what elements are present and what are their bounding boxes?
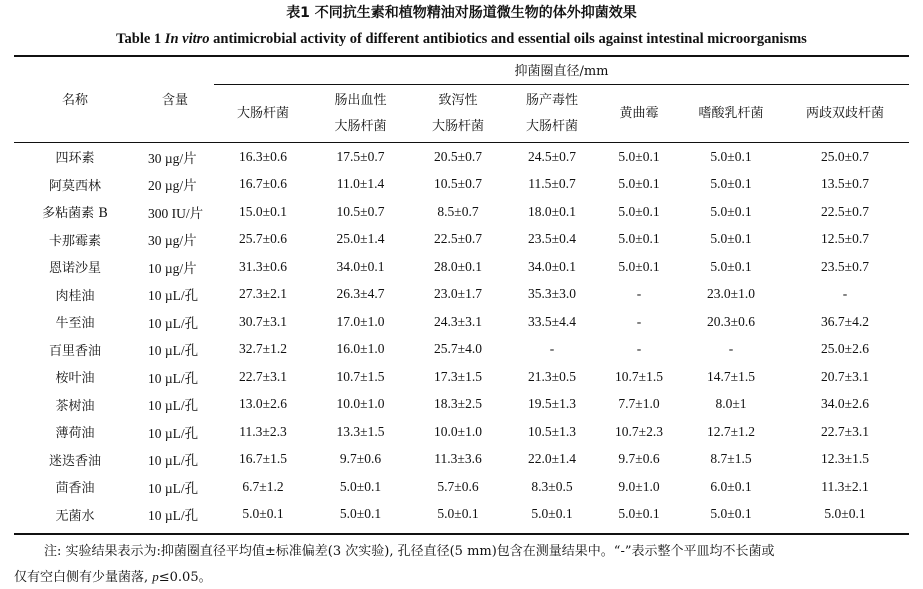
- table-caption-chinese: 表1 不同抗生素和植物精油对肠道微生物的体外抑菌效果: [286, 5, 637, 21]
- cell-value: 20.7±3.1: [821, 368, 869, 384]
- cell-value: -: [636, 286, 642, 302]
- data-table: [14, 143, 909, 528]
- header-organism-line1: 两歧双歧杆菌: [805, 106, 884, 121]
- header-organism-aspergillus: [597, 105, 681, 123]
- cell-value: 10.7±1.5: [336, 368, 385, 384]
- row-name: 茶树油: [55, 398, 95, 414]
- table-row: [14, 143, 909, 171]
- row-dose: 30 µg/片: [148, 150, 197, 166]
- table-row: [14, 281, 909, 309]
- header-organism-line1: 大肠杆菌: [236, 106, 289, 121]
- header-name: 名称: [61, 93, 88, 108]
- cell-value: 32.7±1.2: [239, 341, 287, 357]
- row-dose: 10 µL/孔: [148, 508, 199, 524]
- cell-value: 11.0±1.4: [336, 176, 385, 192]
- table-row: [14, 391, 909, 419]
- cell-value: -: [636, 313, 642, 329]
- table-row: [14, 501, 909, 529]
- cell-value: 28.0±0.1: [434, 258, 482, 274]
- cell-value: 25.0±0.7: [821, 148, 869, 164]
- cell-value: 23.0±1.0: [707, 286, 755, 302]
- row-dose: 10 µL/孔: [148, 480, 199, 496]
- cell-value: -: [728, 341, 734, 357]
- caption-en-italic: In vitro: [164, 31, 210, 47]
- row-dose: 30 µg/片: [148, 233, 197, 249]
- cell-value: 21.3±0.5: [528, 368, 576, 384]
- cell-value: 17.5±0.7: [336, 148, 385, 164]
- cell-value: 20.3±0.6: [707, 313, 755, 329]
- cell-value: 12.7±1.2: [707, 423, 755, 439]
- row-dose: 300 IU/片: [148, 205, 204, 221]
- cell-value: 5.0±0.1: [710, 231, 752, 247]
- cell-value: 22.7±3.1: [821, 423, 869, 439]
- header-organism-line1: 黄曲霉: [619, 106, 659, 121]
- cell-value: 22.5±0.7: [434, 231, 482, 247]
- cell-value: 30.7±3.1: [239, 313, 287, 329]
- cell-value: 5.0±0.1: [710, 506, 752, 522]
- cell-value: 23.5±0.7: [821, 258, 869, 274]
- cell-value: 17.0±1.0: [336, 313, 385, 329]
- row-name: 无菌水: [55, 508, 95, 524]
- row-dose: 10 µL/孔: [148, 288, 199, 304]
- row-name: 四环素: [55, 151, 95, 167]
- cell-value: 5.0±0.1: [339, 478, 382, 494]
- header-organism-line1: 肠出血性: [334, 93, 387, 108]
- cell-value: 9.0±1.0: [618, 478, 660, 494]
- cell-value: 25.0±2.6: [821, 341, 869, 357]
- table-bottom-rule: [14, 533, 909, 535]
- cell-value: 34.0±0.1: [528, 258, 576, 274]
- table-row: [14, 226, 909, 254]
- row-dose: 20 µg/片: [148, 178, 197, 194]
- cell-value: 16.7±1.5: [239, 451, 287, 467]
- cell-value: 11.5±0.7: [528, 176, 576, 192]
- cell-value: 12.3±1.5: [821, 451, 869, 467]
- cell-value: 10.7±1.5: [615, 368, 663, 384]
- cell-value: 31.3±0.6: [239, 258, 287, 274]
- cell-value: 5.0±0.1: [824, 506, 866, 522]
- cell-value: 5.0±0.1: [242, 506, 284, 522]
- row-name: 牛至油: [55, 316, 95, 332]
- group-header-rule: [214, 84, 909, 85]
- cell-value: 23.0±1.7: [434, 286, 482, 302]
- cell-value: 16.3±0.6: [239, 148, 287, 164]
- cell-value: 18.3±2.5: [434, 396, 482, 412]
- cell-value: 24.5±0.7: [528, 148, 576, 164]
- header-organism-bifidobacterium: [781, 105, 909, 123]
- header-organism-line2: 大肠杆菌: [431, 119, 484, 134]
- row-name: 茴香油: [55, 481, 95, 497]
- cell-value: 22.7±3.1: [239, 368, 287, 384]
- cell-value: 36.7±4.2: [821, 313, 869, 329]
- cell-value: 16.7±0.6: [239, 176, 287, 192]
- table-row: [14, 418, 909, 446]
- cell-value: 15.0±0.1: [239, 203, 287, 219]
- row-dose: 10 µL/孔: [148, 315, 199, 331]
- table-row: [14, 473, 909, 501]
- cell-value: 7.7±1.0: [618, 396, 660, 412]
- footnote-p-symbol: p: [152, 569, 159, 584]
- cell-value: 11.3±2.3: [239, 423, 287, 439]
- cell-value: 35.3±3.0: [528, 286, 576, 302]
- table-top-rule: [14, 55, 909, 57]
- cell-value: 5.0±0.1: [618, 176, 660, 192]
- row-name: 肉桂油: [55, 288, 95, 304]
- cell-value: 10.5±0.7: [434, 176, 482, 192]
- caption-en-prefix: Table 1: [116, 31, 165, 47]
- cell-value: 25.7±0.6: [239, 231, 287, 247]
- header-organism-diarrheagenic: [409, 92, 507, 136]
- row-dose: 10 µL/孔: [148, 398, 199, 414]
- footnote-text: 仅有空白侧有少量菌落,: [14, 570, 153, 585]
- cell-value: 5.0±0.1: [618, 258, 660, 274]
- cell-value: 34.0±0.1: [336, 258, 385, 274]
- header-organism-ehec: [312, 92, 409, 136]
- cell-value: 5.0±0.1: [618, 231, 660, 247]
- cell-value: 5.0±0.1: [618, 203, 660, 219]
- cell-value: 12.5±0.7: [821, 231, 869, 247]
- cell-value: 5.0±0.1: [339, 506, 382, 522]
- header-organism-e-coli: [214, 105, 312, 123]
- cell-value: 13.3±1.5: [336, 423, 385, 439]
- row-name: 恩诺沙星: [48, 261, 101, 277]
- cell-value: -: [549, 341, 555, 357]
- cell-value: 16.0±1.0: [336, 341, 385, 357]
- row-name: 卡那霉素: [48, 233, 101, 249]
- cell-value: 26.3±4.7: [336, 286, 385, 302]
- header-dose: 含量: [161, 93, 188, 108]
- cell-value: 8.7±1.5: [710, 451, 752, 467]
- header-organism-line2: 大肠杆菌: [334, 119, 387, 134]
- row-dose: 10 µL/孔: [148, 425, 199, 441]
- cell-value: 33.5±4.4: [528, 313, 576, 329]
- table-footnote-line2: [14, 568, 919, 587]
- row-dose: 10 µL/孔: [148, 343, 199, 359]
- cell-value: 10.0±1.0: [336, 396, 385, 412]
- cell-value: 10.0±1.0: [434, 423, 482, 439]
- cell-value: 18.0±0.1: [528, 203, 576, 219]
- table-row: [14, 308, 909, 336]
- cell-value: 8.3±0.5: [531, 478, 573, 494]
- header-organism-line1: 嗜酸乳杆菌: [698, 106, 764, 121]
- header-group-inhibition: 抑菌圈直径/mm: [514, 64, 609, 79]
- row-dose: 10 µg/片: [148, 260, 197, 276]
- cell-value: 6.0±0.1: [710, 478, 752, 494]
- cell-value: 13.0±2.6: [239, 396, 287, 412]
- cell-value: 5.0±0.1: [437, 506, 479, 522]
- cell-value: 5.0±0.1: [710, 258, 752, 274]
- table-row: [14, 171, 909, 199]
- row-name: 迷迭香油: [48, 453, 101, 469]
- cell-value: 25.0±1.4: [336, 231, 385, 247]
- table-caption-english: [0, 30, 923, 48]
- cell-value: 23.5±0.4: [528, 231, 576, 247]
- cell-value: 22.0±1.4: [528, 451, 576, 467]
- cell-value: 5.0±0.1: [531, 506, 573, 522]
- cell-value: 5.0±0.1: [710, 148, 752, 164]
- cell-value: 22.5±0.7: [821, 203, 869, 219]
- table-row: [14, 253, 909, 281]
- cell-value: 14.7±1.5: [707, 368, 755, 384]
- cell-value: 19.5±1.3: [528, 396, 576, 412]
- cell-value: 25.7±4.0: [434, 341, 482, 357]
- cell-value: 5.0±0.1: [618, 506, 660, 522]
- row-name: 桉叶油: [55, 371, 95, 387]
- cell-value: 5.0±0.1: [710, 176, 752, 192]
- cell-value: 5.7±0.6: [437, 478, 479, 494]
- table-row: [14, 198, 909, 226]
- cell-value: -: [636, 341, 642, 357]
- cell-value: 8.0±1: [715, 396, 747, 412]
- footnote-threshold: ≤0.05。: [158, 570, 212, 585]
- cell-value: 20.5±0.7: [434, 148, 482, 164]
- row-name: 阿莫西林: [48, 178, 101, 194]
- row-dose: 10 µL/孔: [148, 453, 199, 469]
- row-dose: 10 µL/孔: [148, 370, 199, 386]
- table-footnote-line1: 注: 实验结果表示为:抑菌圈直径平均值±标准偏差(3 次实验), 孔径直径(5 mm)包含在测量结果中。“-”表示整个平皿均不长菌或: [44, 544, 775, 559]
- cell-value: -: [842, 286, 848, 302]
- cell-value: 24.3±3.1: [434, 313, 482, 329]
- table-row: [14, 363, 909, 391]
- cell-value: 27.3±2.1: [239, 286, 287, 302]
- cell-value: 6.7±1.2: [242, 478, 284, 494]
- cell-value: 34.0±2.6: [821, 396, 869, 412]
- header-organism-line2: 大肠杆菌: [525, 119, 578, 134]
- cell-value: 9.7±0.6: [618, 451, 660, 467]
- cell-value: 11.3±2.1: [821, 478, 869, 494]
- cell-value: 17.3±1.5: [434, 368, 482, 384]
- cell-value: 5.0±0.1: [618, 148, 660, 164]
- cell-value: 10.5±0.7: [336, 203, 385, 219]
- row-name: 百里香油: [48, 343, 101, 359]
- table-row: [14, 446, 909, 474]
- header-organism-lactobacillus: [681, 105, 781, 123]
- cell-value: 5.0±0.1: [710, 203, 752, 219]
- caption-en-rest: antimicrobial activity of different antibiotics and essential oils against intestinal microorganisms: [209, 31, 807, 47]
- header-organism-line1: 肠产毒性: [525, 93, 578, 108]
- cell-value: 13.5±0.7: [821, 176, 869, 192]
- cell-value: 9.7±0.6: [339, 451, 382, 467]
- header-organism-etec: [507, 92, 597, 136]
- row-name: 多粘菌素 B: [42, 206, 108, 222]
- row-name: 薄荷油: [55, 426, 95, 442]
- cell-value: 10.5±1.3: [528, 423, 576, 439]
- cell-value: 11.3±3.6: [434, 451, 482, 467]
- cell-value: 8.5±0.7: [437, 203, 479, 219]
- cell-value: 10.7±2.3: [615, 423, 663, 439]
- header-organism-line1: 致泻性: [438, 93, 478, 108]
- table-row: [14, 336, 909, 364]
